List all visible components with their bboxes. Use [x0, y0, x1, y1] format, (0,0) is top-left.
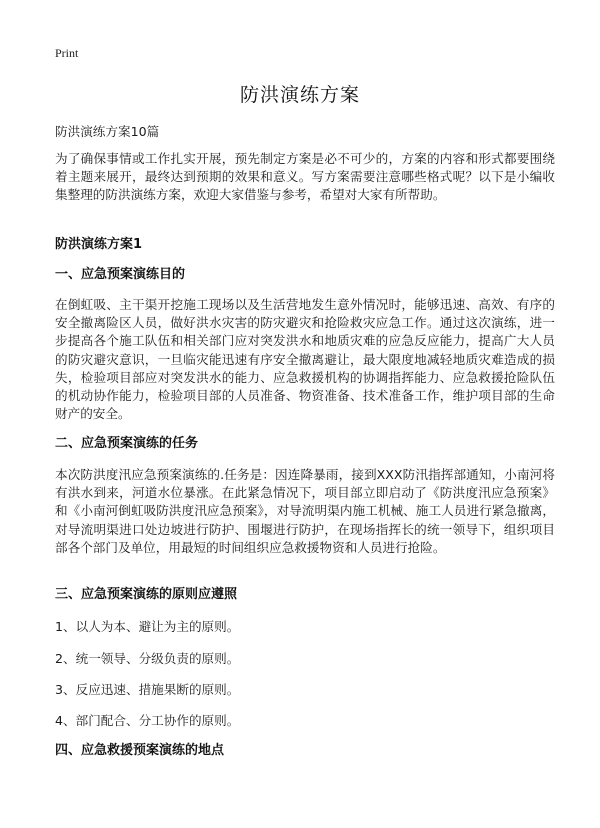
principle-item: 3、反应迅速、措施果断的原则。 — [55, 682, 240, 697]
heading-location: 四、应急救援预案演练的地点 — [55, 743, 225, 758]
paragraph-purpose: 在倒虹吸、主干渠开挖施工现场以及生活营地发生意外情况时，能够迅速、高效、有序的安全撤离险区人员，做好洪水灾害的防灾避灾和抢险救灾应急工作。通过这次演练，进一步提高各个施工队伍和相关部门应对突发洪水和地质灾难的应急反应能力，提高广大人员的防灾避灾意识，一旦临灾能迅速有序安全撤离避让，最大限度地减轻地质灾难造成的损失，检验项目部应对突发洪水的能力、应急救援机构的协调指挥能力、应急救援抢险队伍的机动协作能力，检验项目部的人员准备、物资准备、技术准备工作，维护项目部的生命财产的安全。 — [55, 297, 555, 422]
principle-item: 1、以人为本、避让为主的原则。 — [55, 619, 240, 634]
document-subtitle: 防洪演练方案10篇 — [55, 124, 160, 139]
principle-item: 2、统一领导、分级负责的原则。 — [55, 651, 240, 666]
print-label: Print — [55, 46, 79, 60]
section-title: 防洪演练方案1 — [55, 237, 143, 252]
heading-purpose: 一、应急预案演练目的 — [55, 267, 186, 282]
paragraph-task: 本次防洪度汛应急预案演练的.任务是：因连降暴雨，接到XXX防汛指挥部通知，小南河将有洪水到来，河道水位暴涨。在此紧急情况下，项目部立即启动了《防洪度汛应急预案》和《小南河倒虹吸防洪度汛应急预案》，对导流明渠内施工机械、施工人员进行紧急撤离，对导流明渠进口处边坡进行防护、围堰进行防护，在现场指挥长的统一领导下，组织项目部各个部门及单位，用最短的时间组织应急救援物资和人员进行抢险。 — [55, 467, 555, 555]
heading-principles: 三、应急预案演练的原则应遵照 — [55, 587, 238, 602]
principle-item: 4、部门配合、分工协作的原则。 — [55, 713, 240, 728]
document-title: 防洪演练方案 — [239, 84, 360, 106]
heading-task: 二、应急预案演练的任务 — [55, 436, 199, 451]
intro-paragraph: 为了确保事情或工作扎实开展，预先制定方案是必不可少的，方案的内容和形式都要围绕着主题来展开，最终达到预期的效果和意义。写方案需要注意哪些格式呢？以下是小编收集整理的防洪演练方案，欢迎大家借鉴与参考，希望对大家有所帮助。 — [55, 151, 555, 203]
